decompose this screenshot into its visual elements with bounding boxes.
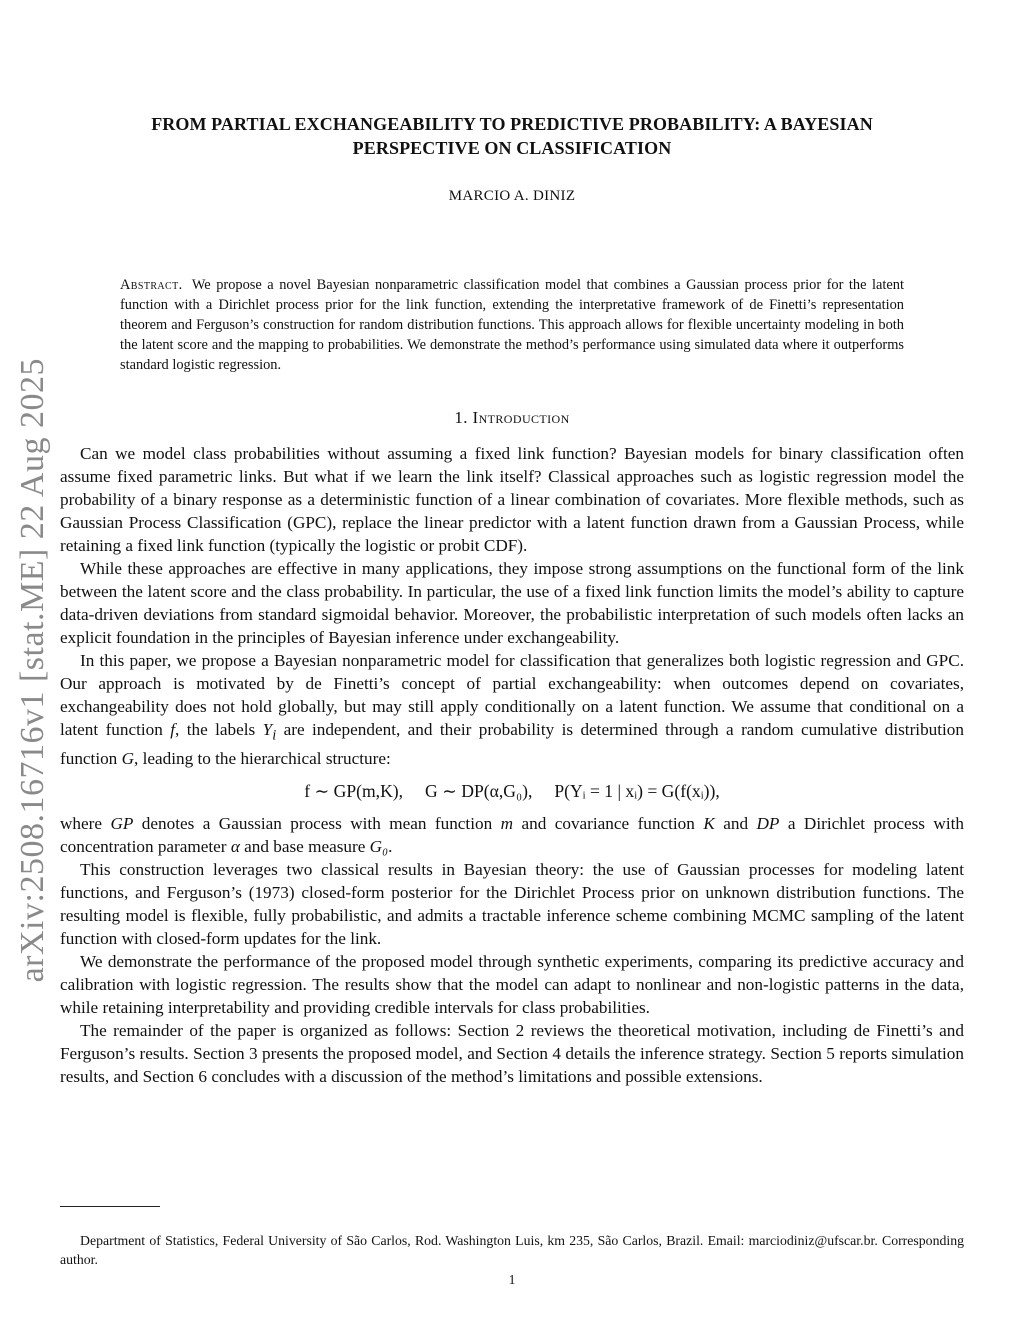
paragraph: This construction leverages two classical results in Bayesian theory: the use of Gaussian processes for modeling latent functions, and Ferguson’s (1973) closed-form posterior for the Dirichlet Process prior on unknown distribution functions. The resulting model is flexible, fully probabilistic, and admits a tractable inference scheme combining MCMC sampling of the latent function with closed-form updates for the link.	[60, 860, 964, 949]
body-text	[60, 442, 964, 1088]
section-number: 1.	[454, 408, 468, 427]
paper-title	[60, 112, 964, 160]
title-line-2: PERSPECTIVE ON CLASSIFICATION	[352, 138, 672, 158]
section-heading	[60, 408, 964, 428]
paragraph: Can we model class probabilities without assuming a fixed link function? Bayesian models for binary classification often assume fixed parametric links. But what if we learn the link itself? Classical approaches such as logistic regression model the probability of a binary response as a deterministic function of a linear combination of covariates. More flexible methods, such as Gaussian Process Classification (GPC), replace the linear predictor with a latent function drawn from a Gaussian Process, while retaining a fixed link function (typically the logistic or probit CDF).	[60, 444, 964, 555]
title-line-1: FROM PARTIAL EXCHANGEABILITY TO PREDICTIVE PROBABILITY: A BAYESIAN	[151, 114, 873, 134]
abstract-label: Abstract.	[120, 277, 183, 293]
arxiv-side-stamp	[4, 357, 62, 983]
footnote: Department of Statistics, Federal University of São Carlos, Rod. Washington Luis, km 235, São Carlos, Brazil. Email: marciodiniz@ufscar.br. Corresponding author.	[60, 1233, 964, 1267]
paragraph: where GP denotes a Gaussian process with mean function m and covariance function K and DP a Dirichlet process with concentration parameter α and base measure G₀.	[60, 814, 964, 857]
page-number: 1	[508, 1272, 516, 1287]
equation: f ∼ GP(m,K), G ∼ DP(α,G₀), P(Yᵢ = 1 | xᵢ) = G(f(xᵢ)),	[304, 781, 720, 802]
footnote-divider	[60, 1206, 160, 1207]
abstract	[120, 275, 904, 375]
abstract-text: We propose a novel Bayesian nonparametric classification model that combines a Gaussian process prior for the latent function with a Dirichlet process prior for the link function, extending the interpretative framework of de Finetti’s representation theorem and Ferguson’s construction for random distribution functions. This approach allows for flexible uncertainty modeling in both the latent score and the mapping to probabilities. We demonstrate the method’s performance using simulated data where it outperforms standard logistic regression.	[120, 277, 904, 373]
paragraph: The remainder of the paper is organized as follows: Section 2 reviews the theoretical motivation, including de Finetti’s and Ferguson’s results. Section 3 presents the proposed model, and Section 4 details the inference strategy. Section 5 reports simulation results, and Section 6 concludes with a discussion of the method’s limitations and possible extensions.	[60, 1021, 964, 1087]
paragraph: We demonstrate the performance of the proposed model through synthetic experiments, comparing its predictive accuracy and calibration with logistic regression. The results show that the model can adapt to nonlinear and non-logistic patterns in the data, while retaining interpretability and providing credible intervals for class probabilities.	[60, 952, 964, 1018]
section-title: Introduction	[472, 408, 570, 427]
paragraph: In this paper, we propose a Bayesian nonparametric model for classification that generalizes both logistic regression and GPC. Our approach is motivated by de Finetti’s concept of partial exchangeability: when outcomes depend on covariates, exchangeability does not hold globally, but may still apply conditionally on a latent function. We assume that conditional on a latent function f, the labels $Y_i$ are independent, and their probability is determined through a random cumulative distribution function G, leading to the hierarchical structure:	[60, 651, 964, 769]
paragraph: While these approaches are effective in many applications, they impose strong assumptions on the functional form of the link between the latent score and the class probability. In particular, the use of a fixed link function limits the model’s ability to capture data-driven deviations from standard sigmoidal behavior. Moreover, the probabilistic interpretation of such models often lacks an explicit foundation in the principles of Bayesian inference under exchangeability.	[60, 559, 964, 647]
author-name: MARCIO A. DINIZ	[448, 188, 576, 204]
arxiv-identifier: arXiv:2508.16716v1 [stat.ME] 22 Aug 2025	[14, 357, 51, 983]
